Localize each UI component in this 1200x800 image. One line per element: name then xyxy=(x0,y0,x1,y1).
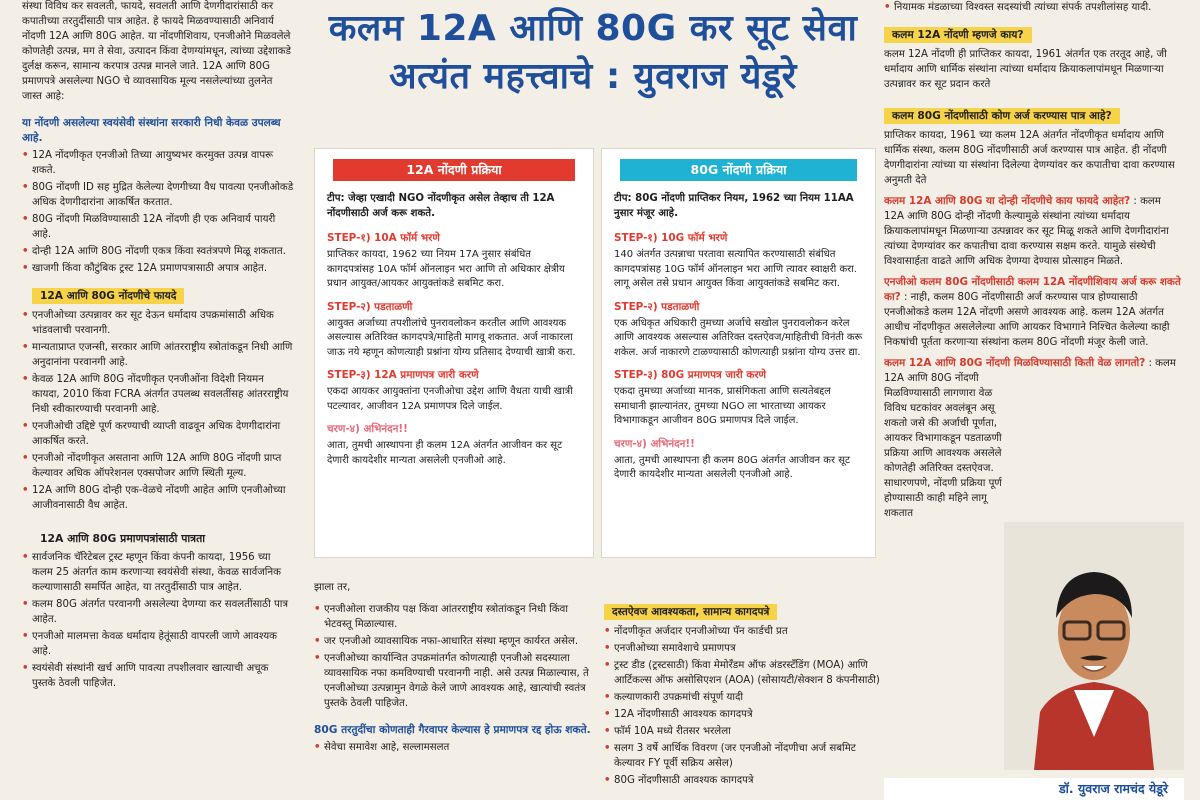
list-item: • खाजगी किंवा कौटुंबिक ट्रस्ट 12A प्रमाणपत्रासाठी अपात्र आहेत. xyxy=(22,261,294,276)
step-body: एक अधिकृत अधिकारी तुमच्या अर्जाचे सखोल पुनरावलोकन करेल आणि आवश्यक असल्यास अतिरिक्त दस्तऐवज/माहितीची विनंती करू शकेल. अर्ज नाकारणे टाळण्यासाठी कोणत्याही प्रश्नांना योग्य उत्तर द्या. xyxy=(614,317,863,358)
faq-item xyxy=(884,194,1184,269)
revocation-list xyxy=(314,602,594,711)
author-name: डॉ. युवराज रामचंद येडूरे xyxy=(884,778,1184,800)
list-item: • एनजीओ मालमत्ता केवळ धर्मादाय हेतूंसाठी वापरली जाणे आवश्यक आहे. xyxy=(22,629,294,659)
list-item: • कलम 80G अंतर्गत परवानगी असलेल्या देणग्या कर सवलतींसाठी पात्र आहेत. xyxy=(22,597,294,627)
faq-question: कलम 12A आणि 80G नोंदणी मिळविण्यासाठी किती वेळ लागतो? xyxy=(884,357,1146,369)
faq-question: एनजीओ कलम 80G नोंदणीसाठी कलम 12A नोंदणीशिवाय अर्ज करू शकते का? xyxy=(884,276,1181,303)
headline-line-2: अत्यंत महत्त्वाचे : युवराज येडूरे xyxy=(389,56,797,97)
list-item: • दोन्ही 12A आणि 80G नोंदणी एकत्र किंवा स्वतंत्रपणे मिळू शकतात. xyxy=(22,244,294,259)
step-title: STEP-३) 80G प्रमाणपत्र जारी करणे xyxy=(614,369,767,381)
left-column xyxy=(22,0,294,800)
list-item: • सेवेचा समावेश आहे, सल्लामसलत xyxy=(314,740,594,755)
step-title: STEP-२) पडताळणी xyxy=(327,300,413,313)
faq-answer-lead: : कलम 12A आणि 80G नोंदणी xyxy=(884,358,1176,384)
eligibility-heading: 12A आणि 80G प्रमाणपत्रांसाठी पात्रता xyxy=(40,532,206,545)
misuse-subheading: 80G तरतुदींचा कोणताही गैरवापर केल्यास हे प्रमाणपत्र रद्द होऊ शकते. xyxy=(314,724,591,736)
registration-12a-header: 12A नोंदणी प्रक्रिया xyxy=(333,159,575,181)
step-title: STEP-१) 10G फॉर्म भरणे xyxy=(614,232,728,244)
documents-heading: दस्तऐवज आवश्यकता, सामान्य कागदपत्रे xyxy=(604,604,777,620)
step-body: आयुक्त अर्जाच्या तपशीलांचे पुनरावलोकन करतील आणि आवश्यक असल्यास अतिरिक्त कागदपत्रे/माहिती मागवू शकतात. अर्ज नाकारला जाऊ नये म्हणून कोणत्याही प्रश्नांना योग्य प्रतिसाद देण्याची खात्री करा. xyxy=(327,317,576,358)
headline xyxy=(304,8,882,98)
documents-section xyxy=(604,594,882,790)
faq-item xyxy=(884,17,1184,92)
list-item: • 80G नोंदणीसाठी आवश्यक कागदपत्रे xyxy=(604,773,882,788)
registration-80g-header: 80G नोंदणी प्रक्रिया xyxy=(620,159,857,181)
trustees-list xyxy=(884,0,1184,15)
list-item: • ट्रस्ट डीड (ट्रस्टसाठी) किंवा मेमोरँडम ऑफ अंडरस्टँडिंग (MOA) आणि आर्टिकल्स ऑफ असोसिएशन (AOA) (सोसायटी/सेक्शन 8 कंपनीसाठी) xyxy=(604,658,882,688)
list-item: • कल्याणकारी उपक्रमांची संपूर्ण यादी xyxy=(604,690,882,705)
registration-points-list xyxy=(22,148,294,276)
step-title: STEP-३) 12A प्रमाणपत्र जारी करणे xyxy=(327,369,479,381)
list-item: • केवळ 12A आणि 80G नोंदणीकृत एनजीओंना विदेशी नियमन कायदा, 2010 किंवा FCRA अंतर्गत उपलब्ध सवलतींसह आंतरराष्ट्रीय निधी स्वीकारण्याची परवानगी आहे. xyxy=(22,372,294,417)
government-funds-subheading: या नोंदणी असलेल्या स्वयंसेवी संस्थांना सरकारी निधी केवळ उपलब्ध आहे. xyxy=(22,117,281,144)
documents-list xyxy=(604,624,882,788)
faq-question: कलम 12A नोंदणी म्हणजे काय? xyxy=(884,27,1032,43)
list-item: • एनजीओच्या समावेशाचे प्रमाणपत्र xyxy=(604,641,882,656)
eligibility-list xyxy=(22,550,294,691)
step-title: चरण-४) अभिनंदन!! xyxy=(614,437,695,450)
list-item: • 80G नोंदणी मिळविण्यासाठी 12A नोंदणी ही एक अनिवार्य पायरी आहे. xyxy=(22,212,294,242)
faq-item xyxy=(884,275,1184,350)
list-item: • स्वयंसेवी संस्थांनी खर्च आणि पावत्या तपशीलवार खात्याची अचूक पुस्तके ठेवली पाहिजेत. xyxy=(22,661,294,691)
registration-80g-box xyxy=(601,148,876,558)
list-item: • एनजीओ नोंदणीकृत असताना आणि 12A आणि 80G नोंदणी प्राप्त केल्यावर अधिक ऑपरेशनल एक्सपोजर आणि स्थिती मूल्य. xyxy=(22,451,294,481)
list-item: • 12A नोंदणीकृत एनजीओ तिच्या आयुष्यभर करमुक्त उत्पन्न वापरू शकते. xyxy=(22,148,294,178)
list-item: • एनजीओला राजकीय पक्ष किंवा आंतरराष्ट्रीय स्त्रोतांकडून निधी किंवा भेटवस्तू मिळाल्यास. xyxy=(314,602,594,632)
list-item: • सार्वजनिक चॅरिटेबल ट्रस्ट म्हणून किंवा कंपनी कायदा, 1956 च्या कलम 25 अंतर्गत काम करणाऱ्या स्वयंसेवी संस्था, केवळ सार्वजनिक कल्याणासाठी समर्पित आहेत, या तरतुदींसाठी पात्र आहेत. xyxy=(22,550,294,595)
list-item: • एनजीओची उद्दिष्टे पूर्ण करण्याची व्याप्ती वाढवून अधिक देणगीदारांना आकर्षित करते. xyxy=(22,419,294,449)
list-item: • 80G नोंदणी ID सह मुद्रित केलेल्या देणगीच्या वैध पावत्या एनजीओकडे अधिक देणगीदारांना आकर्षित करतात. xyxy=(22,180,294,210)
faq-answer: : नाही, कलम 80G नोंदणीसाठी अर्ज करण्यास पात्र होण्यासाठी एनजीओकडे कलम 12A नोंदणी असणे आवश्यक आहे. कलम 12A अंतर्गत आधीच नोंदणीकृत असलेलेल्या आणि आयकर विभागाने निश्चित केलेल्या काही निकषांची पूर्तता करणाऱ्या संस्थांना कलम 80G नोंदणी मंजूर केली जाते. xyxy=(884,292,1170,348)
faq-answer: मिळविण्यासाठी लागणारा वेळ विविध घटकांवर अवलंबून असू शकतो जसे की अर्जाची पूर्णता, आयकर विभागाकडून पडताळणी प्रक्रिया आणि आवश्यक असलेले कोणतेही अतिरिक्त दस्तऐवज. साधारणपणे, नोंदणी प्रक्रिया पूर्ण होण्यासाठी काही महिने लागू शकतात xyxy=(884,388,1002,519)
misuse-list xyxy=(314,740,594,755)
step-body: एकदा तुमच्या अर्जाच्या मानक, प्रासंगिकता आणि सत्यतेबद्दल समाधानी झाल्यानंतर, तुमच्या NGO ला भारताच्या आयकर विभागाकडून आजीवन 80G प्रमाणपत्र दिले जाईल. xyxy=(614,386,831,426)
faq-inline-block xyxy=(884,194,1184,269)
revocation-section xyxy=(314,580,594,757)
faq-item xyxy=(884,98,1184,188)
step-title: STEP-१) 10A फॉर्म भरणे xyxy=(327,232,440,244)
faq-inline-block xyxy=(884,275,1184,350)
step-body: आता, तुमची आस्थापना ही कलम 12A अंतर्गत आजीवन कर सूट देणारी कायदेशीर मान्यता असलेली एनजीओ आहे. xyxy=(327,440,563,466)
faq-item xyxy=(884,356,1184,521)
intro-paragraph: संस्था विविध कर सवलती, फायदे, सवलती आणि देणगीदारांसाठी कर कपातीच्या तरतुदींसाठी पात्र आहेत. हे फायदे मिळवण्यासाठी अनिवार्य नोंदणी 12A आणि 80G आहेत. या नोंदणीशिवाय, एनजीओने मिळवलेले कोणतेही उत्पन्न, मग ते सेवा, उत्पादन किंवा देणग्यांमधून, त्यांच्या उद्देशाकडे दुर्लक्ष करून, सामान्य करपात्र उत्पन्न मानले जाते. 12A आणि 80G प्रमाणपत्रे असलेल्या NGO चे व्यावसायिक मूल्य नसलेल्यांच्या तुलनेत जास्त आहे: xyxy=(22,1,291,102)
list-item: • मान्यताप्राप्त एजन्सी, सरकार आणि आंतरराष्ट्रीय स्त्रोतांकडून निधी आणि अनुदानांना परवानगी आहे. xyxy=(22,340,294,370)
step-body: एकदा आयकर आयुक्तांना एनजीओचा उद्देश आणि वैधता याची खात्री पटल्यावर, आजीवन 12A प्रमाणपत्र दिले जाईल. xyxy=(327,386,573,412)
list-item: • नियामक मंडळाच्या विश्वस्त सदस्यांची त्यांच्या संपर्क तपशीलांसह यादी. xyxy=(884,0,1184,15)
step-title: STEP-२) पडताळणी xyxy=(614,300,700,313)
list-item: • एनजीओच्या कार्यान्वित उपक्रमांतर्गत कोणत्याही एनजीओ सदस्याला व्यावसायिक नफा कमविण्याची परवानगी नाही. असे उत्पन्न मिळाल्यास, ते एनजीओच्या उत्पन्नामुन वेगळे केले जाणे आवश्यक आहे, खात्यांची स्वतंत्र पुस्तके ठेवली पाहिजेत. xyxy=(314,651,594,711)
list-item: • एनजीओच्या उत्पन्नावर कर सूट देऊन धर्मादाय उपक्रमांसाठी अधिक भांडवलाची परवानगी. xyxy=(22,308,294,338)
headline-line-1: कलम 12A आणि 80G कर सूट सेवा xyxy=(328,8,858,49)
faq-inline-block xyxy=(884,356,1184,386)
continued-text: झाला तर, xyxy=(314,582,351,593)
list-item: • जर एनजीओ व्यावसायिक नफा-आधारित संस्था म्हणून कार्यरत असेल. xyxy=(314,634,594,649)
registration-12a-tip: टीप: जेव्हा एखादी NGO नोंदणीकृत असेल तेव्हाच ती 12A नोंदणीसाठी अर्ज करू शकते. xyxy=(327,193,555,219)
benefits-list xyxy=(22,308,294,513)
benefits-heading: 12A आणि 80G नोंदणीचे फायदे xyxy=(32,288,184,304)
faq-question: कलम 80G नोंदणीसाठी कोण अर्ज करण्यास पात्र आहे? xyxy=(884,108,1120,124)
faq-answer: : कलम 12A आणि 80G दोन्ही नोंदणी केल्यामुळे संस्थांना त्यांच्या धर्मादाय क्रियाकलापांमधून मिळणाऱ्या उत्पन्नावर कर सूट मिळू शकते आणि देणगीदारांना त्यांच्या देणग्यांवर कर कपातीचा दावा करण्यास सक्षम करते. यामुळे संस्थेची विश्वासार्हता वाढते आणि अधिक देणग्या देण्यास प्रोत्साहन मिळते. xyxy=(884,196,1169,267)
right-column xyxy=(884,0,1184,800)
faq-answer: कलम 12A नोंदणी ही प्राप्तिकर कायदा, 1961 अंतर्गत एक तरतूद आहे, जी धर्मादाय आणि धार्मिक संस्थांना त्यांच्या धर्मादाय क्रियाकलापांमधून मिळणाऱ्या उत्पन्नावर कर सूट प्रदान करते xyxy=(884,49,1167,90)
list-item: • 12A नोंदणीसाठी आवश्यक कागदपत्रे xyxy=(604,707,882,722)
faq-answer: प्राप्तिकर कायदा, 1961 च्या कलम 12A अंतर्गत नोंदणीकृत धर्मादाय आणि धार्मिक संस्था, कलम 80G नोंदणीसाठी अर्ज करण्यास पात्र आहेत. ही नोंदणी देणगीदारांना त्यांच्या या संस्थांना दिलेल्या देणग्यांवर कर कपातीचा दावा करण्यास अनुमती देते xyxy=(884,130,1175,186)
step-body: 140 अंतर्गत उत्पन्नाचा परतावा सत्यापित करण्यासाठी संबंधित कागदपत्रांसह 10G फॉर्म ऑनलाइन भरा आणि त्यावर स्वाक्षरी करा. लागू असेल तसे प्रधान आयुक्त किंवा आयुक्तांकडे सबमिट करा. xyxy=(614,249,857,289)
step-body: आता, तुमची आस्थापना ही कलम 80G अंतर्गत आजीवन कर सूट देणारी कायदेशीर मान्यता असलेली एनजीओ आहे. xyxy=(614,454,851,480)
list-item: • 12A आणि 80G दोन्ही एक-वेळचे नोंदणी आहेत आणि एनजीओच्या आजीवनासाठी वैध आहेत. xyxy=(22,483,294,513)
faq-question: कलम 12A आणि 80G या दोन्ही नोंदणीचे काय फायदे आहेत? xyxy=(884,195,1131,207)
step-title: चरण-४) अभिनंदन!! xyxy=(327,423,408,435)
registration-12a-box xyxy=(314,148,594,558)
step-body: प्राप्तिकर कायदा, 1962 च्या नियम 17A नुसार संबंधित कागदपत्रांसह 10A फॉर्म ऑनलाइन भरा आणि तो अधिकार क्षेत्रीय प्रधान आयुक्त/आयकर आयुक्तांकडे सबमिट करा. xyxy=(327,249,565,289)
middle-column xyxy=(304,0,882,800)
list-item: • सलग 3 वर्षे आर्थिक विवरण (जर एनजीओ नोंदणीचा अर्ज सबमिट केल्यावर FY पूर्वी सक्रिय असेल) xyxy=(604,741,882,771)
portrait-photo xyxy=(1004,522,1184,770)
list-item: • फॉर्म 10A मध्ये रीतसर भरलेला xyxy=(604,724,882,739)
registration-80g-tip: टीप: 80G नोंदणी प्राप्तिकर नियम, 1962 च्या नियम 11AA नुसार मंजूर आहे. xyxy=(614,193,854,219)
list-item: • नोंदणीकृत अर्जदार एनजीओच्या पॅन कार्डची प्रत xyxy=(604,624,882,639)
